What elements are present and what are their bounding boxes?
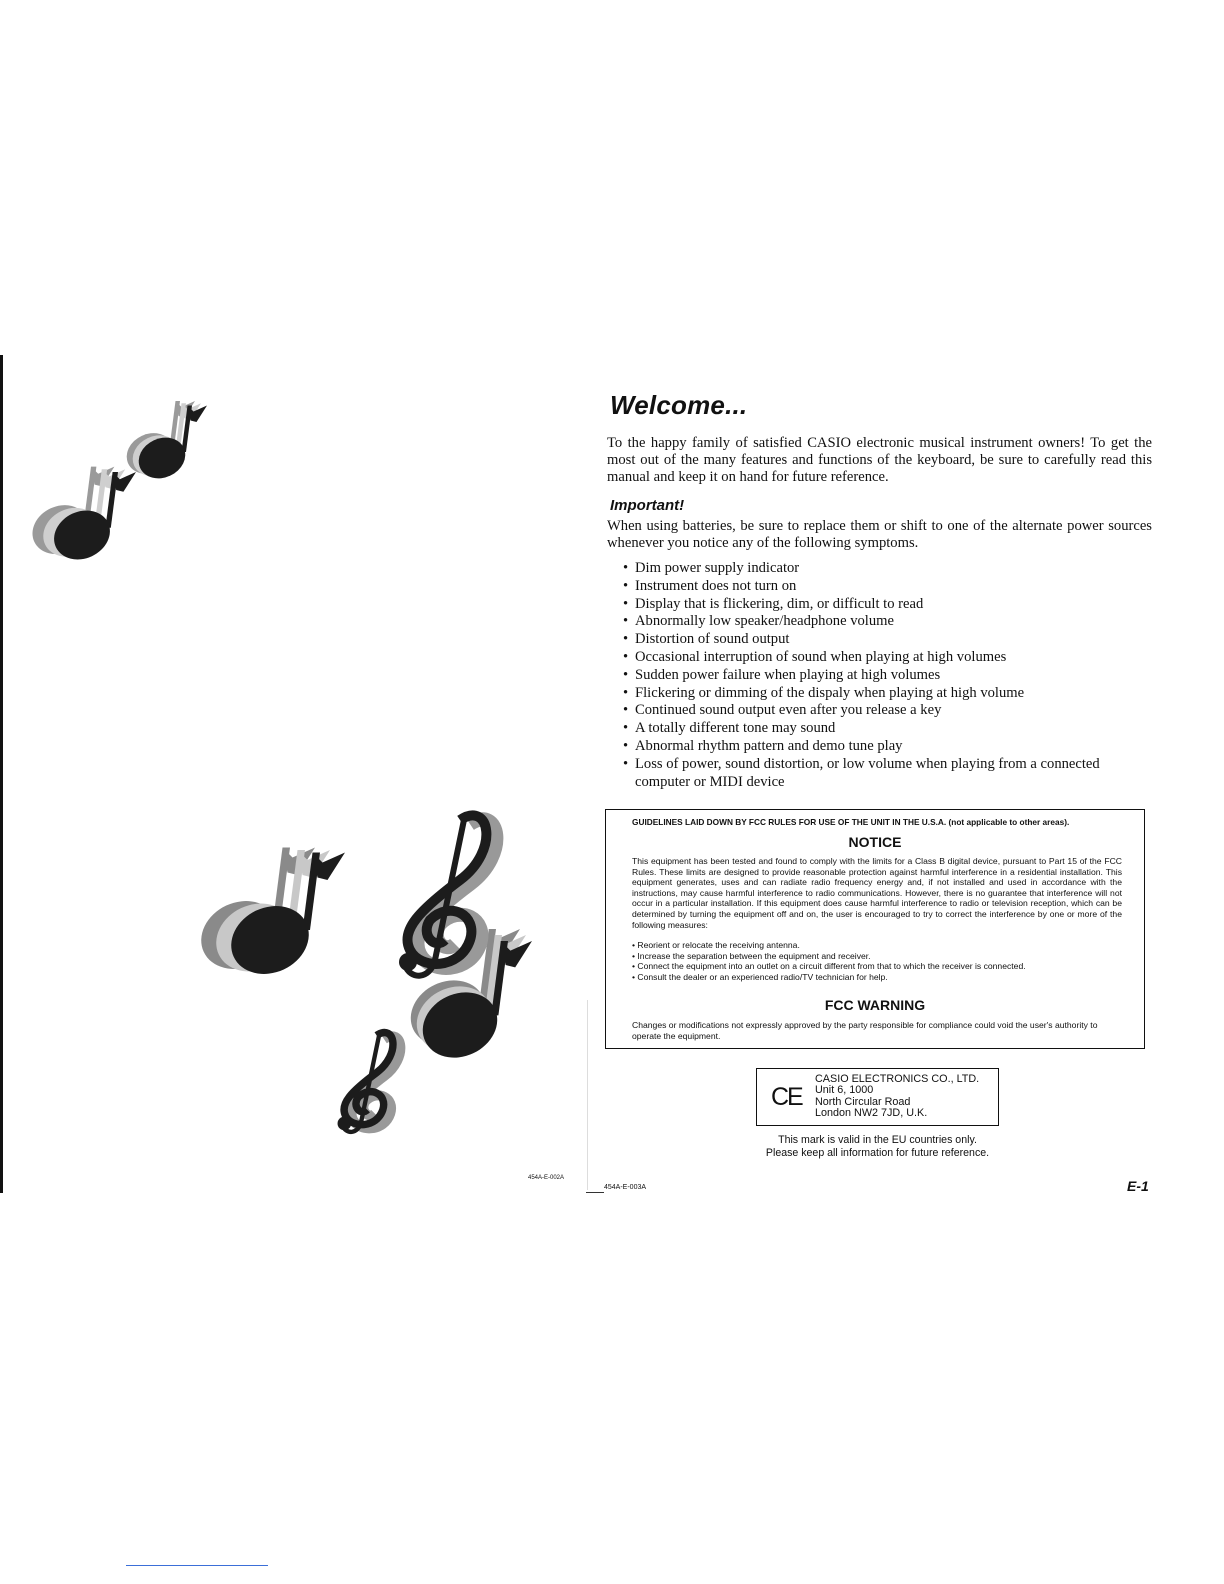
list-item: • Consult the dealer or an experienced radio/TV technician for help.: [632, 972, 1122, 983]
list-item: • Flickering or dimming of the dispaly when playing at high volume: [622, 685, 1154, 703]
ce-address-box: [756, 1068, 999, 1126]
list-item: • Abnormally low speaker/headphone volume: [622, 613, 1154, 631]
bottom-rule: [126, 1565, 268, 1566]
list-item: • Instrument does not turn on: [622, 578, 1154, 596]
ce-address: [815, 1074, 979, 1120]
address-line: London NW2 7JD, U.K.: [815, 1107, 928, 1120]
important-body: When using batteries, be sure to replace them or shift to one of the alternate power sources whenever you notice any of the following symptoms.: [607, 518, 1152, 551]
ce-mark-icon: CE: [771, 1083, 802, 1111]
page-number: E-1: [1127, 1178, 1149, 1194]
list-item: • Abnormal rhythm pattern and demo tune play: [622, 738, 1154, 756]
document-code-right: 454A-E-003A: [604, 1184, 647, 1191]
document-code-left: 454A-E-002A: [528, 1175, 565, 1181]
music-illustration: [0, 0, 600, 1200]
fcc-guidelines: GUIDELINES LAID DOWN BY FCC RULES FOR USE OF THE UNIT IN THE U.S.A. (not applicable to other areas).: [632, 817, 1070, 827]
list-item: • Continued sound output even after you release a key: [622, 702, 1154, 720]
address-line: CASIO ELECTRONICS CO., LTD.: [815, 1073, 980, 1085]
welcome-intro: To the happy family of satisfied CASIO electronic musical instrument owners! To get the most out of the many features and functions of the keyboard, be sure to carefully read this manual and keep it on hand for future reference.: [607, 435, 1152, 485]
fcc-notice-box: [605, 809, 1145, 1049]
fcc-notice-body: This equipment has been tested and found to comply with the limits for a Class B digital device, pursuant to Part 15 of the FCC Rules. These limits are designed to provide reasonable protection against harmful interference in a residential installation. This equipment generates, uses and can radiate radio frequency energy and, if not installed and used in accordance with the instructions, may cause harmful interference to radio communications. However, there is no guarantee that interference will not occur in a particular installation. If this equipment does cause harmful interference to radio or television reception, which can be determined by turning the equipment off and on, the user is encouraged to try to correct the interference by one or more of the following measures:: [632, 856, 1122, 930]
address-line: North Circular Road: [815, 1095, 911, 1108]
symptom-list: [622, 560, 1154, 791]
list-item: • Dim power supply indicator: [622, 560, 1154, 578]
fcc-warning-body: Changes or modifications not expressly approved by the party responsible for compliance could void the user's authority to operate the equipment.: [632, 1020, 1098, 1041]
music-note-icon: [190, 848, 345, 987]
list-item: • Sudden power failure when playing at high volumes: [622, 667, 1154, 685]
list-item: • Occasional interruption of sound when playing at high volumes: [622, 649, 1154, 667]
ce-note: [740, 1134, 1015, 1159]
list-item: • Display that is flickering, dim, or difficult to read: [622, 596, 1154, 614]
important-title: Important!: [610, 497, 685, 514]
list-item: • Loss of power, sound distortion, or low volume when playing from a connected computer or MIDI device: [622, 756, 1154, 792]
fcc-warning-title: FCC WARNING: [824, 997, 926, 1013]
list-item: • Increase the separation between the equipment and receiver.: [632, 951, 1122, 962]
ce-note-line: This mark is valid in the EU countries only.: [778, 1134, 977, 1146]
ce-note-line: Please keep all information for future reference.: [765, 1146, 990, 1159]
list-item: • Reorient or relocate the receiving antenna.: [632, 940, 1122, 951]
music-note-icon: [120, 401, 207, 486]
address-line: Unit 6, 1000: [815, 1084, 874, 1097]
welcome-title: Welcome...: [610, 390, 748, 420]
list-item: • Connect the equipment into an outlet on a circuit different from that to which the receiver is connected.: [632, 961, 1122, 972]
fcc-notice-title: NOTICE: [848, 834, 902, 850]
treble-clef-icon: [338, 1032, 401, 1132]
list-item: • Distortion of sound output: [622, 631, 1154, 649]
fcc-measures-list: [632, 940, 1122, 982]
treble-clef-icon: [399, 815, 496, 976]
list-item: • A totally different tone may sound: [622, 720, 1154, 738]
footer-rule: [586, 1192, 604, 1193]
music-note-icon: [24, 467, 136, 569]
